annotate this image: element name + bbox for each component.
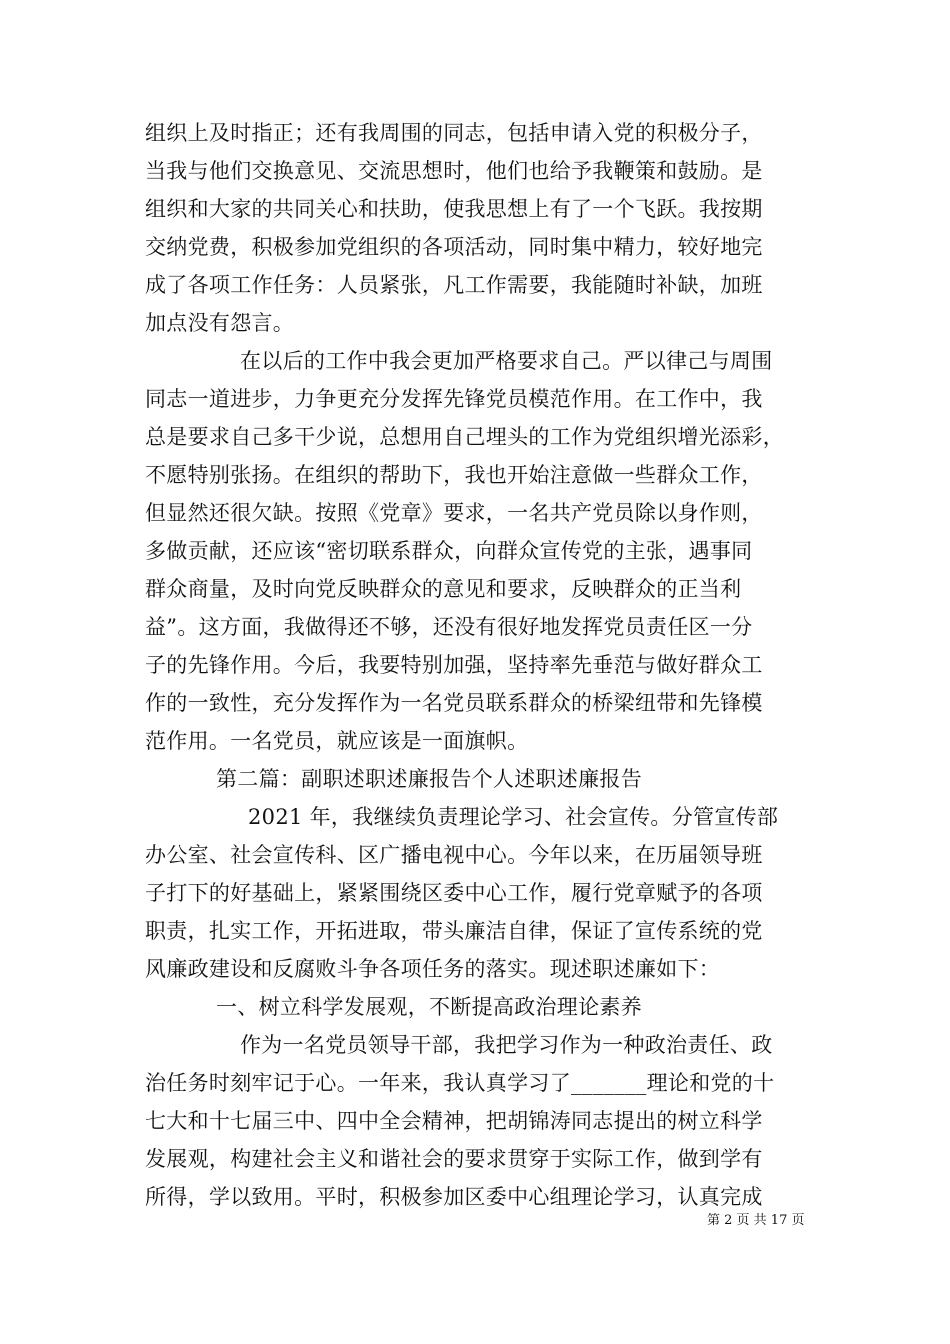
paragraph-first-line: 作为一名党员领导干部，我把学习作为一种政治责任、政 bbox=[240, 1033, 773, 1057]
paragraph-first-line: 2021 年，我继续负责理论学习、社会宣传。分管宣传部 bbox=[248, 805, 779, 829]
paragraph-first-line: 在以后的工作中我会更加严格要求自己。严以律己与周围 bbox=[240, 349, 773, 373]
body-line: 所得，学以致用。平时，积极参加区委中心组理论学习，认真完成 bbox=[145, 1185, 763, 1209]
section-heading: 第二篇：副职述职述廉报告个人述职述廉报告 bbox=[216, 767, 642, 791]
body-line: 范作用。一名党员，就应该是一面旗帜。 bbox=[145, 729, 529, 753]
body-line: 作的一致性，充分发挥作为一名党员联系群众的桥梁纽带和先锋模 bbox=[145, 691, 763, 715]
body-line: 七大和十七届三中、四中全会精神，把胡锦涛同志提出的树立科学 bbox=[145, 1109, 763, 1133]
body-line: 治任务时刻牢记于心。一年来，我认真学习了_______理论和党的十 bbox=[145, 1071, 775, 1095]
body-line: 益”。这方面，我做得还不够，还没有很好地发挥党员责任区一分 bbox=[145, 615, 753, 639]
body-line: 多做贡献，还应该“密切联系群众，向群众宣传党的主张，遇事同 bbox=[145, 539, 753, 563]
body-line: 组织上及时指正；还有我周围的同志，包括申请入党的积极分子， bbox=[145, 121, 763, 145]
body-line: 但显然还很欠缺。按照《党章》要求，一名共产党员除以身作则， bbox=[145, 501, 763, 525]
body-line: 群众商量，及时向党反映群众的意见和要求，反映群众的正当利 bbox=[145, 577, 742, 601]
subsection-heading: 一、树立科学发展观，不断提高政治理论素养 bbox=[216, 995, 642, 1019]
body-line: 组织和大家的共同关心和扶助，使我思想上有了一个飞跃。我按期 bbox=[145, 197, 763, 221]
body-line: 总是要求自己多干少说，总想用自己埋头的工作为党组织增光添彩， bbox=[145, 425, 784, 449]
body-line: 不愿特别张扬。在组织的帮助下，我也开始注意做一些群众工作， bbox=[145, 463, 763, 487]
body-line: 办公室、社会宣传科、区广播电视中心。今年以来，在历届领导班 bbox=[145, 843, 763, 867]
body-line: 职责，扎实工作，开拓进取，带头廉洁自律，保证了宣传系统的党 bbox=[145, 919, 763, 943]
body-line: 子打下的好基础上，紧紧围绕区委中心工作，履行党章赋予的各项 bbox=[145, 881, 763, 905]
body-line: 子的先锋作用。今后，我要特别加强，坚持率先垂范与做好群众工 bbox=[145, 653, 763, 677]
body-line: 风廉政建设和反腐败斗争各项任务的落实。现述职述廉如下： bbox=[145, 957, 721, 981]
body-line: 同志一道进步，力争更充分发挥先锋党员模范作用。在工作中，我 bbox=[145, 387, 763, 411]
body-line: 成了各项工作任务：人员紧张，凡工作需要，我能随时补缺，加班 bbox=[145, 273, 763, 297]
body-line: 发展观，构建社会主义和谐社会的要求贯穿于实际工作，做到学有 bbox=[145, 1147, 763, 1171]
body-line: 加点没有怨言。 bbox=[145, 311, 295, 335]
body-line: 当我与他们交换意见、交流思想时，他们也给予我鞭策和鼓励。是 bbox=[145, 159, 763, 183]
body-line: 交纳党费，积极参加党组织的各项活动，同时集中精力，较好地完 bbox=[145, 235, 763, 259]
page-number: 第 2 页 共 17 页 bbox=[707, 1213, 805, 1228]
